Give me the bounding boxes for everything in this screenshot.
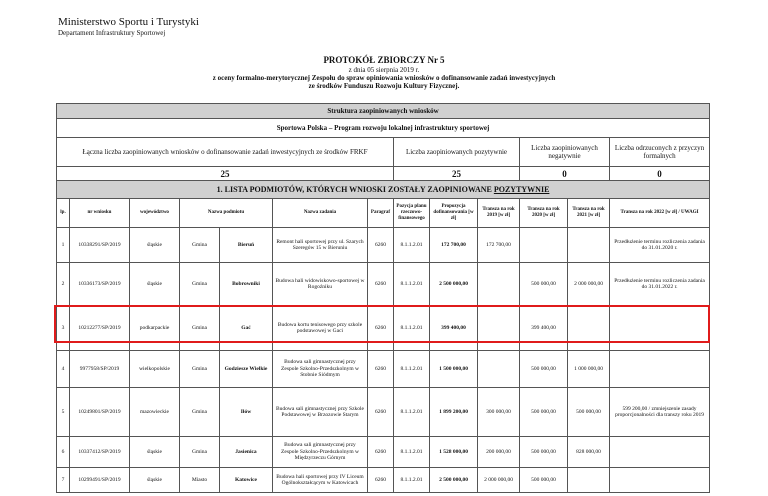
table-row [57, 228, 710, 263]
ministry-name: Ministerstwo Sportu i Turystyki [58, 16, 199, 28]
row-highlight-box [54, 305, 710, 343]
col-funding-proposal: Propozycja dofinansowania [w zł] [430, 199, 478, 228]
cell-lp: 5 [57, 388, 70, 437]
cell-notes: Przedłużenie terminu rozliczenia zadania do 31.01.2022 r. [610, 263, 710, 306]
cell-funding-proposal: 1 500 000,00 [430, 351, 478, 388]
protocol-title: PROTOKÓŁ ZBIORCZY Nr 5 [323, 55, 445, 65]
rejected-label: Liczba odrzuconych z przyczyn formalnych [610, 138, 710, 167]
cell-task-name: Budowa sali gimnastycznej przy Szkole Podstawowej w Brzozowie Starym [273, 388, 368, 437]
cell-tranche-2021: 500 000,00 [568, 388, 610, 437]
col-application-number: nr wniosku [70, 199, 130, 228]
table-row [57, 263, 710, 306]
cell-lp: 2 [57, 263, 70, 306]
cell-plan-position: 8.1.1.2.01 [394, 468, 430, 493]
cell-entity-type: Gmina [180, 306, 220, 351]
cell-notes [610, 437, 710, 468]
cell-plan-position: 8.1.1.2.01 [394, 263, 430, 306]
cell-voivodeship: śląskie [130, 228, 180, 263]
cell-voivodeship: śląskie [130, 263, 180, 306]
cell-notes [610, 351, 710, 388]
table-row [57, 468, 710, 493]
cell-voivodeship: wielkopolskie [130, 351, 180, 388]
structure-heading: Struktura zaopiniowanych wniosków [57, 104, 710, 119]
cell-tranche-2021: 828 000,00 [568, 437, 610, 468]
list-heading-emphasis: POZYTYWNIE [493, 185, 550, 194]
cell-entity-name: Iłów [220, 388, 273, 437]
cell-notes: Przedłużenie terminu rozliczenia zadania do 31.01.2020 r. [610, 228, 710, 263]
cell-paragraph: 6260 [368, 351, 394, 388]
cell-voivodeship: śląskie [130, 468, 180, 493]
cell-task-name: Remont hali sportowej przy ul. Szarych Szeregów 15 w Bieruniu [273, 228, 368, 263]
cell-tranche-2020: 399 400,00 [520, 306, 568, 351]
cell-lp: 3 [57, 306, 70, 351]
cell-entity-name: Bieruń [220, 228, 273, 263]
table-row [57, 437, 710, 468]
cell-funding-proposal: 1 528 000,00 [430, 437, 478, 468]
cell-tranche-2019 [478, 351, 520, 388]
cell-paragraph: 6260 [368, 468, 394, 493]
cell-plan-position: 8.1.1.2.01 [394, 437, 430, 468]
cell-paragraph: 6260 [368, 437, 394, 468]
cell-lp: 1 [57, 228, 70, 263]
cell-task-name: Budowa sali gimnastycznej przy Zespole Szkolno-Przedszkolnym w Międzyrzeczu Górnym [273, 437, 368, 468]
cell-tranche-2021: 1 000 000,00 [568, 351, 610, 388]
cell-voivodeship: śląskie [130, 437, 180, 468]
positive-value: 25 [394, 167, 520, 181]
list-heading-text: 1. LISTA PODMIOTÓW, KTÓRYCH WNIOSKI ZOSTAŁY ZAOPINIOWANE [216, 185, 494, 194]
cell-entity-name: Jasienica [220, 437, 273, 468]
col-entity-name: Nazwa podmiotu [180, 199, 273, 228]
cell-voivodeship: mazowieckie [130, 388, 180, 437]
cell-entity-name: Bobrowniki [220, 263, 273, 306]
cell-entity-type: Miasto [180, 468, 220, 493]
negative-value: 0 [520, 167, 610, 181]
cell-notes: 599 200,00 / zmniejszenie zasady proporcjonalności dla transzy roku 2019 [610, 388, 710, 437]
cell-paragraph: 6260 [368, 263, 394, 306]
cell-tranche-2019 [478, 263, 520, 306]
department-name: Departament Infrastruktury Sportowej [58, 29, 166, 37]
cell-voivodeship: podkarpackie [130, 306, 180, 351]
total-applications-value: 25 [57, 167, 394, 181]
col-voivodeship: województwo [130, 199, 180, 228]
cell-tranche-2019: 300 000,00 [478, 388, 520, 437]
cell-task-name: Budowa hali widowiskowo-sportowej w Rogoźniku [273, 263, 368, 306]
col-lp: lp. [57, 199, 70, 228]
negative-label: Liczba zaopiniowanych negatywnie [520, 138, 610, 167]
cell-task-name: Budowa kortu tenisowego przy szkole podstawowej w Gaci [273, 306, 368, 351]
protocol-date: z dnia 05 sierpnia 2019 r. [348, 66, 420, 74]
cell-entity-name: Godziesze Wielkie [220, 351, 273, 388]
col-tranche-2020: Transza na rok 2020 [w zł] [520, 199, 568, 228]
applications-table [56, 103, 710, 493]
cell-entity-type: Gmina [180, 228, 220, 263]
cell-tranche-2020 [520, 228, 568, 263]
cell-task-name: Budowa hali sportowej przy IV Liceum Ogólnokształcącym w Katowicach [273, 468, 368, 493]
cell-entity-type: Gmina [180, 351, 220, 388]
col-tranche-2021: Transza na rok 2021 [w zł] [568, 199, 610, 228]
cell-notes [610, 468, 710, 493]
cell-tranche-2019: 172 700,00 [478, 228, 520, 263]
cell-lp: 4 [57, 351, 70, 388]
table-row [57, 388, 710, 437]
cell-tranche-2021: 2 000 000,00 [568, 263, 610, 306]
positive-label: Liczba zaopiniowanych pozytywnie [394, 138, 520, 167]
cell-tranche-2020: 500 000,00 [520, 351, 568, 388]
protocol-subtitle-1: z oceny formalno-merytorycznej Zespołu do spraw opiniowania wniosków o dofinansowanie zadań inwestycyjnych [212, 74, 556, 82]
cell-paragraph: 6260 [368, 388, 394, 437]
table-row [57, 351, 710, 388]
cell-plan-position: 8.1.1.2.01 [394, 351, 430, 388]
cell-tranche-2019: 2 000 000,00 [478, 468, 520, 493]
col-paragraph: Paragraf [368, 199, 394, 228]
col-plan-position: Pozycja planu rzeczowo-finansowego [394, 199, 430, 228]
cell-application-number: 10249801/SP/2019 [70, 388, 130, 437]
total-applications-label: Łączna liczba zaopiniowanych wniosków o dofinansowanie zadań inwestycyjnych ze środków FRKF [57, 138, 394, 167]
protocol-subtitle-2: ze środków Funduszu Rozwoju Kultury Fizycznej. [308, 82, 460, 90]
cell-entity-name: Gać [220, 306, 273, 351]
cell-funding-proposal: 1 899 200,00 [430, 388, 478, 437]
cell-paragraph: 6260 [368, 306, 394, 351]
cell-entity-type: Gmina [180, 263, 220, 306]
cell-task-name: Budowa sali gimnastycznej przy Zespole Szkolno-Przedszkolnym w Stobnie Siódmym [273, 351, 368, 388]
cell-application-number: 10299491/SP/2019 [70, 468, 130, 493]
cell-tranche-2021 [568, 228, 610, 263]
cell-application-number: 10212277/SP/2019 [70, 306, 130, 351]
cell-lp: 7 [57, 468, 70, 493]
cell-funding-proposal: 172 700,00 [430, 228, 478, 263]
cell-plan-position: 8.1.1.2.01 [394, 306, 430, 351]
cell-tranche-2020: 500 000,00 [520, 468, 568, 493]
cell-funding-proposal: 399 400,00 [430, 306, 478, 351]
cell-entity-type: Gmina [180, 388, 220, 437]
cell-paragraph: 6260 [368, 228, 394, 263]
cell-tranche-2019: 200 000,00 [478, 437, 520, 468]
cell-entity-type: Gmina [180, 437, 220, 468]
cell-application-number: 9977958/SP/2019 [70, 351, 130, 388]
cell-application-number: 10336173/SP/2019 [70, 263, 130, 306]
cell-tranche-2020: 500 000,00 [520, 388, 568, 437]
program-name: Sportowa Polska – Program rozwoju lokalnej infrastruktury sportowej [57, 119, 710, 138]
cell-tranche-2020: 500 000,00 [520, 437, 568, 468]
cell-plan-position: 8.1.1.2.01 [394, 388, 430, 437]
cell-tranche-2020: 500 000,00 [520, 263, 568, 306]
cell-application-number: 10338291/SP/2019 [70, 228, 130, 263]
cell-funding-proposal: 2 500 000,00 [430, 263, 478, 306]
positive-list-heading [57, 181, 710, 199]
col-tranche-2022-notes: Transza na rok 2022 [w zł] / UWAGI [610, 199, 710, 228]
cell-tranche-2021 [568, 468, 610, 493]
col-tranche-2019: Transza na rok 2019 [w zł] [478, 199, 520, 228]
cell-entity-name: Katowice [220, 468, 273, 493]
col-task-name: Nazwa zadania [273, 199, 368, 228]
cell-application-number: 10337412/SP/2019 [70, 437, 130, 468]
rejected-value: 0 [610, 167, 710, 181]
cell-lp: 6 [57, 437, 70, 468]
cell-plan-position: 8.1.1.2.01 [394, 228, 430, 263]
cell-funding-proposal: 2 500 000,00 [430, 468, 478, 493]
